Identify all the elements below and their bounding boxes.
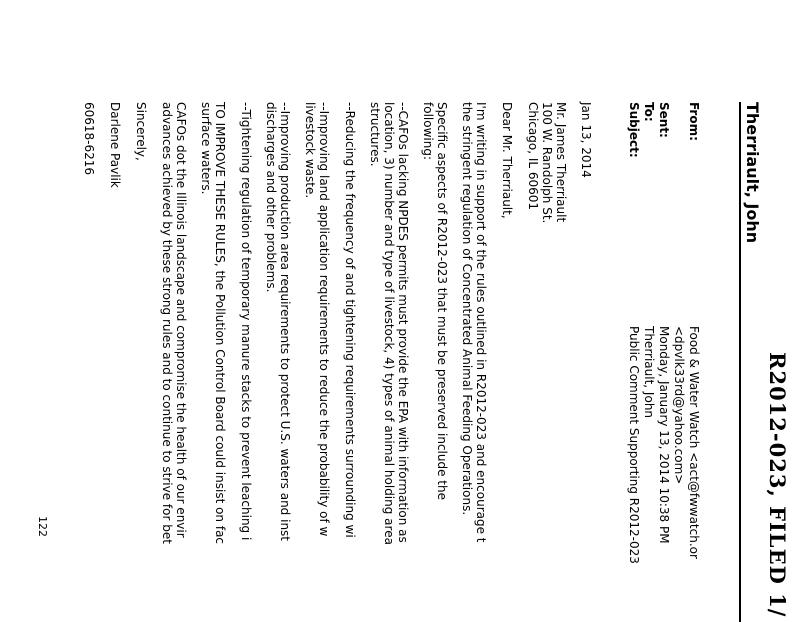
bullet-line: discharges and other problems. bbox=[264, 102, 278, 293]
from-label: From: bbox=[687, 102, 701, 141]
filing-stamp: R2012-023, FILED 1/ bbox=[765, 352, 790, 618]
address-line: Mr. James Therriault bbox=[554, 102, 568, 223]
page-number: 122 bbox=[36, 516, 49, 537]
bullet-line: --Improving land application requirements to reduce the probability of w bbox=[317, 102, 331, 537]
letter-date: Jan 13, 2014 bbox=[579, 102, 593, 178]
improve-line: TO IMPROVE THESE RULES, the Pollution Control Board could insist on fac bbox=[213, 102, 227, 545]
aspects-line: Specific aspects of R2012-023 that must be preserved include the bbox=[435, 102, 449, 501]
signer-zip: 60618-6216 bbox=[82, 102, 96, 176]
closing-paragraph-line: CAFOs dot the Illinois landscape and compromise the health of our envir bbox=[174, 102, 188, 538]
salutation: Dear Mr. Therriault, bbox=[500, 102, 514, 219]
subject-label: Subject: bbox=[627, 102, 641, 158]
signoff: Sincerely, bbox=[134, 102, 148, 161]
bullet-line: --Improving production area requirements to protect U.S. waters and inst bbox=[278, 102, 292, 542]
bullet-line: --Tightening regulation of temporary manure stacks to prevent leaching i bbox=[239, 102, 253, 541]
from-value: Food & Water Watch <act@fwwatch.or bbox=[687, 326, 701, 559]
aspects-line: following: bbox=[421, 102, 435, 160]
address-line: 100 W. Randolph St. bbox=[540, 102, 554, 224]
bullet-line: --CAFOs lacking NPDES permits must provide the EPA with information as bbox=[396, 102, 410, 543]
bullet-line: location, 3) number and type of livestock, 4) types of animal holding area bbox=[382, 102, 396, 545]
bullet-line: structures. bbox=[368, 102, 382, 167]
to-label: To: bbox=[642, 102, 656, 122]
bullet-line: livestock waste. bbox=[303, 102, 317, 199]
address-line: Chicago, IL 60601 bbox=[526, 102, 540, 211]
sent-value: Monday, January 13, 2014 10:38 PM bbox=[657, 326, 671, 544]
intro-line: the stringent regulation of Concentrated Animal Feeding Operations. bbox=[460, 102, 474, 516]
improve-line: surface waters. bbox=[199, 102, 213, 195]
closing-paragraph-line: advances achieved by these strong rules and to continue to strive for bet bbox=[160, 102, 174, 544]
sent-label: Sent: bbox=[657, 102, 671, 138]
to-value: Therriault, John bbox=[642, 326, 656, 419]
bullet-line: --Reducing the frequency of and tightening requirements surrounding wi bbox=[343, 102, 357, 538]
signer-name: Darlene Pavlik bbox=[108, 102, 122, 188]
intro-line: I'm writing in support of the rules outlined in R2012-023 and encourage t bbox=[474, 102, 488, 543]
from-email: <dpvlk33rd@yahoo.com> bbox=[672, 326, 686, 485]
header-rule bbox=[739, 102, 741, 622]
sender-name: Therriault, John bbox=[743, 102, 762, 244]
subject-value: Public Comment Supporting R2012-023 bbox=[627, 326, 641, 564]
